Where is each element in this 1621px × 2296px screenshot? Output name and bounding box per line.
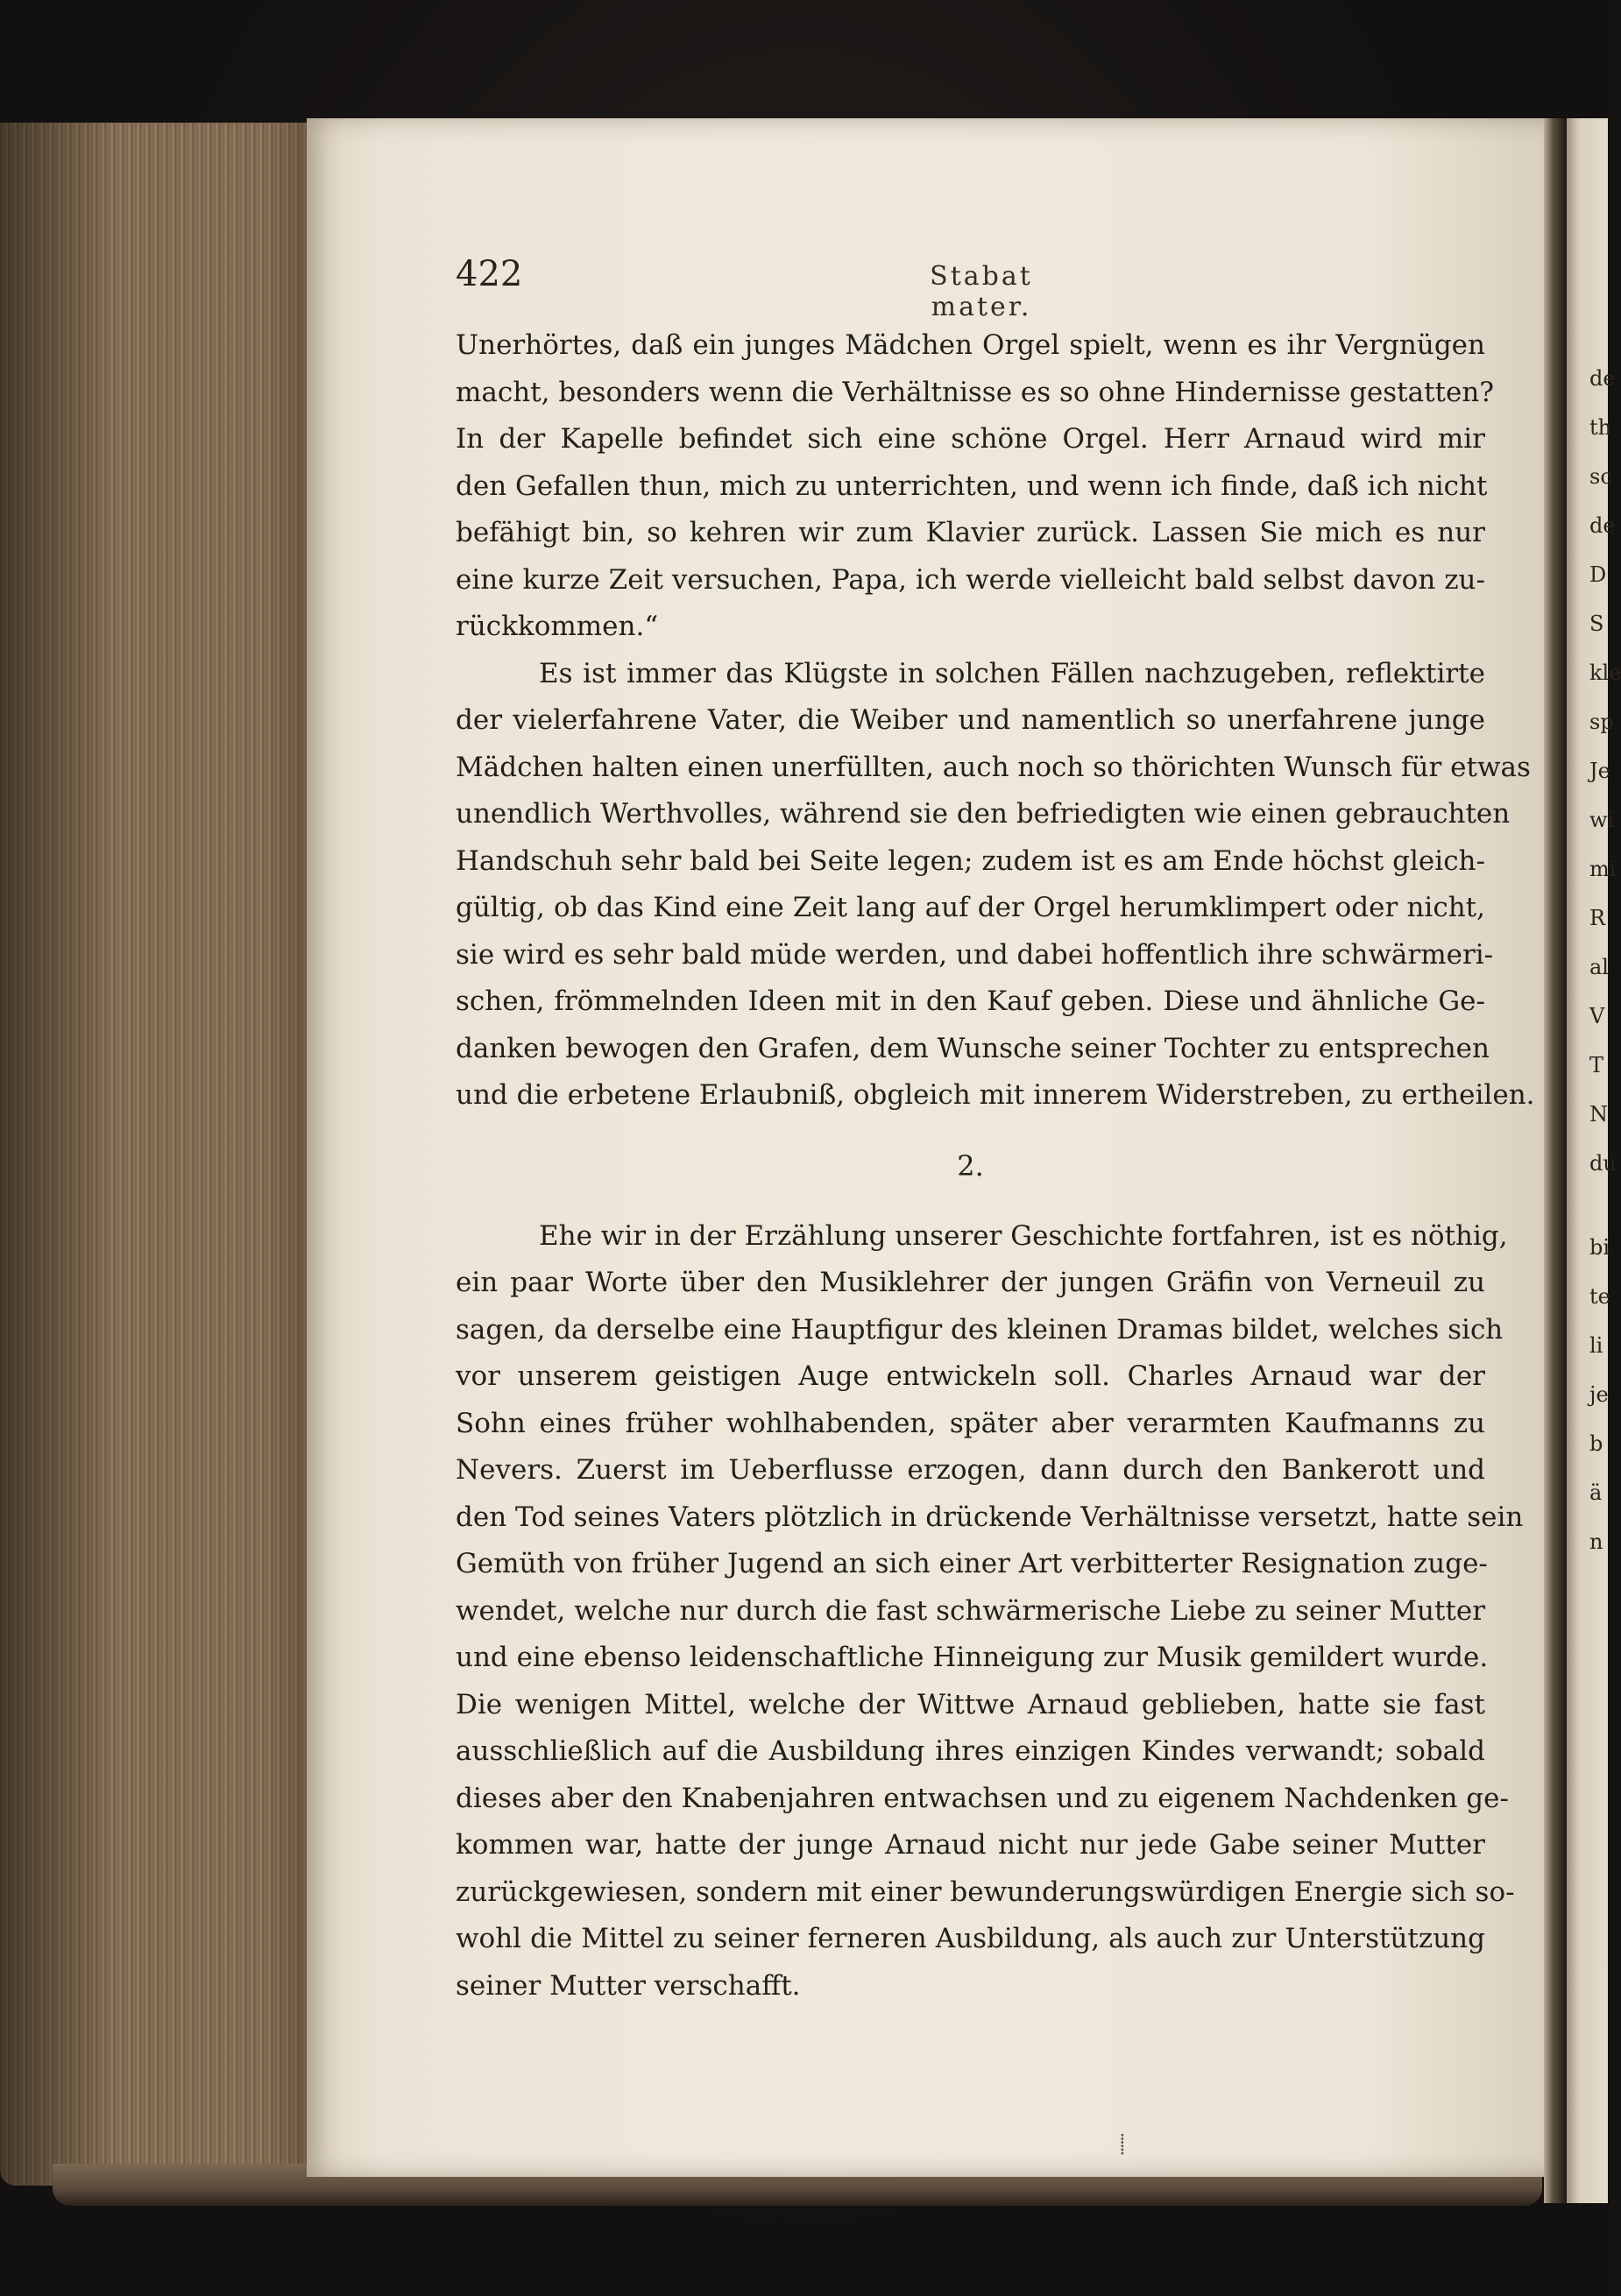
text-line: sagen, da derselbe eine Hauptfigur des kleinen Dramas bildet, welches sich <box>456 1313 1504 1346</box>
text-line: gültig, ob das Kind eine Zeit lang auf der Orgel herumklimpert oder nicht, <box>456 892 1485 923</box>
facing-page-fragment: al <box>1589 955 1609 979</box>
facing-page-fragment: sc <box>1589 464 1612 489</box>
facing-page-fragment: N <box>1589 1102 1608 1127</box>
text-line: danken bewogen den Grafen, dem Wunsche seiner Tochter zu entsprechen <box>456 1032 1490 1064</box>
facing-page-fragment: th <box>1589 415 1612 440</box>
facing-page-fragment: de <box>1589 513 1616 538</box>
facing-page-fragment: sp <box>1589 710 1614 734</box>
facing-page-fragment: wi <box>1589 808 1615 832</box>
facing-page-fragment: D <box>1589 562 1607 587</box>
text-line: Die wenigen Mittel, welche der Wittwe Arnaud geblieben, hatte sie fast <box>456 1688 1485 1720</box>
facing-page-fragment: b <box>1589 1431 1603 1456</box>
text-line: Es ist immer das Klügste in solchen Fällen nachzugeben, reflektirte <box>539 657 1485 689</box>
text-line: den Gefallen thun, mich zu unterrichten, und wenn ich finde, daß ich nicht <box>456 470 1488 502</box>
facing-page-fragment: S <box>1589 611 1604 636</box>
text-line: schen, frömmelnden Ideen mit in den Kauf geben. Diese und ähnliche Ge- <box>456 986 1485 1017</box>
facing-page-fragment: je <box>1589 1382 1609 1407</box>
text-line: wohl die Mittel zu seiner ferneren Ausbildung, als auch zur Unterstützung <box>456 1923 1485 1954</box>
body-text <box>456 322 1535 2010</box>
text-line: Unerhörtes, daß ein junges Mädchen Orgel spielt, wenn es ihr Vergnügen <box>456 329 1485 361</box>
facing-page-fragment: du <box>1589 1151 1617 1176</box>
text-line: der vielerfahrene Vater, die Weiber und namentlich so unerfahrene junge <box>456 704 1485 736</box>
text-line: den Tod seines Vaters plötzlich in drückende Verhältnisse versetzt, hatte sein <box>456 1501 1524 1533</box>
text-line: ausschließlich auf die Ausbildung ihres einzigen Kindes verwandt; sobald <box>456 1735 1485 1767</box>
facing-page-fragment: T <box>1589 1053 1604 1077</box>
text-line: Gemüth von früher Jugend an sich einer Art verbitterter Resignation zuge- <box>456 1548 1488 1579</box>
text-line: Nevers. Zuerst im Ueberflusse erzogen, dann durch den Bankerott und <box>456 1454 1485 1486</box>
text-line: sie wird es sehr bald müde werden, und dabei hoffentlich ihre schwärmeri- <box>456 938 1494 971</box>
paragraph-3 <box>456 1213 1524 2010</box>
text-line: ein paar Worte über den Musiklehrer der jungen Gräfin von Verneuil zu <box>456 1267 1485 1298</box>
facing-page-fragment: V <box>1589 1004 1605 1028</box>
facing-page-fragment: bi <box>1589 1235 1610 1260</box>
facing-page-fragment: n <box>1589 1529 1603 1554</box>
facing-page-fragment: ä <box>1589 1480 1603 1505</box>
text-line: macht, besonders wenn die Verhältnisse es so ohne Hindernisse gestatten? <box>456 376 1494 408</box>
text-line: seiner Mutter verschafft. <box>456 1969 801 2002</box>
text-line: Handschuh sehr bald bei Seite legen; zudem ist es am Ende höchst gleich- <box>456 844 1485 877</box>
facing-page-fragment: te <box>1589 1284 1610 1309</box>
text-line: In der Kapelle befindet sich eine schöne Orgel. Herr Arnaud wird mir <box>456 423 1485 455</box>
text-line: wendet, welche nur durch die fast schwärmerische Liebe zu seiner Mutter <box>456 1594 1486 1627</box>
facing-page-fragment: R <box>1589 906 1606 930</box>
facing-page-fragment: li <box>1589 1333 1603 1358</box>
text-line: Ehe wir in der Erzählung unserer Geschichte fortfahren, ist es nöthig, <box>539 1219 1508 1252</box>
facing-page-fragment: mi <box>1589 857 1617 881</box>
text-line: kommen war, hatte der junge Arnaud nicht nur jede Gabe seiner Mutter <box>456 1829 1485 1861</box>
text-line: Sohn eines früher wohlhabenden, später aber verarmten Kaufmanns zu <box>456 1407 1485 1439</box>
running-title: Stabat mater. <box>930 261 1033 322</box>
text-line: befähigt bin, so kehren wir zum Klavier zurück. Lassen Sie mich es nur <box>456 517 1485 548</box>
facing-page-fragment: de <box>1589 366 1616 391</box>
paragraph-2 <box>456 651 1535 1120</box>
page-number: 422 <box>456 254 523 294</box>
text-line: unendlich Werthvolles, während sie den befriedigten wie einen gebrauchten <box>456 798 1511 830</box>
text-line: dieses aber den Knabenjahren entwachsen und zu eigenem Nachdenken ge- <box>456 1782 1509 1814</box>
book-gutter <box>1544 118 1567 2203</box>
text-line: Mädchen halten einen unerfüllten, auch noch so thörichten Wunsch für etwas <box>456 751 1531 783</box>
text-line: eine kurze Zeit versuchen, Papa, ich werde vielleicht bald selbst davon zu- <box>456 563 1485 596</box>
facing-page-fragment: kle <box>1589 661 1621 685</box>
text-line: zurückgewiesen, sondern mit einer bewunderungswürdigen Energie sich so- <box>456 1876 1515 1908</box>
paragraph-1 <box>456 322 1494 651</box>
text-line: und eine ebenso leidenschaftliche Hinneigung zur Musik gemildert wurde. <box>456 1642 1489 1673</box>
page-edges-shadow <box>0 123 329 2186</box>
text-line: rückkommen.“ <box>456 611 659 642</box>
text-line: vor unserem geistigen Auge entwickeln soll. Charles Arnaud war der <box>456 1360 1485 1392</box>
running-head <box>456 254 1485 322</box>
section-number: 2. <box>957 1148 984 1183</box>
text-line: und die erbetene Erlaubniß, obgleich mit innerem Widerstreben, zu ertheilen. <box>456 1079 1535 1111</box>
page-blemish: ⸽ <box>1120 2134 1125 2156</box>
facing-page-fragment: Je <box>1589 759 1610 783</box>
